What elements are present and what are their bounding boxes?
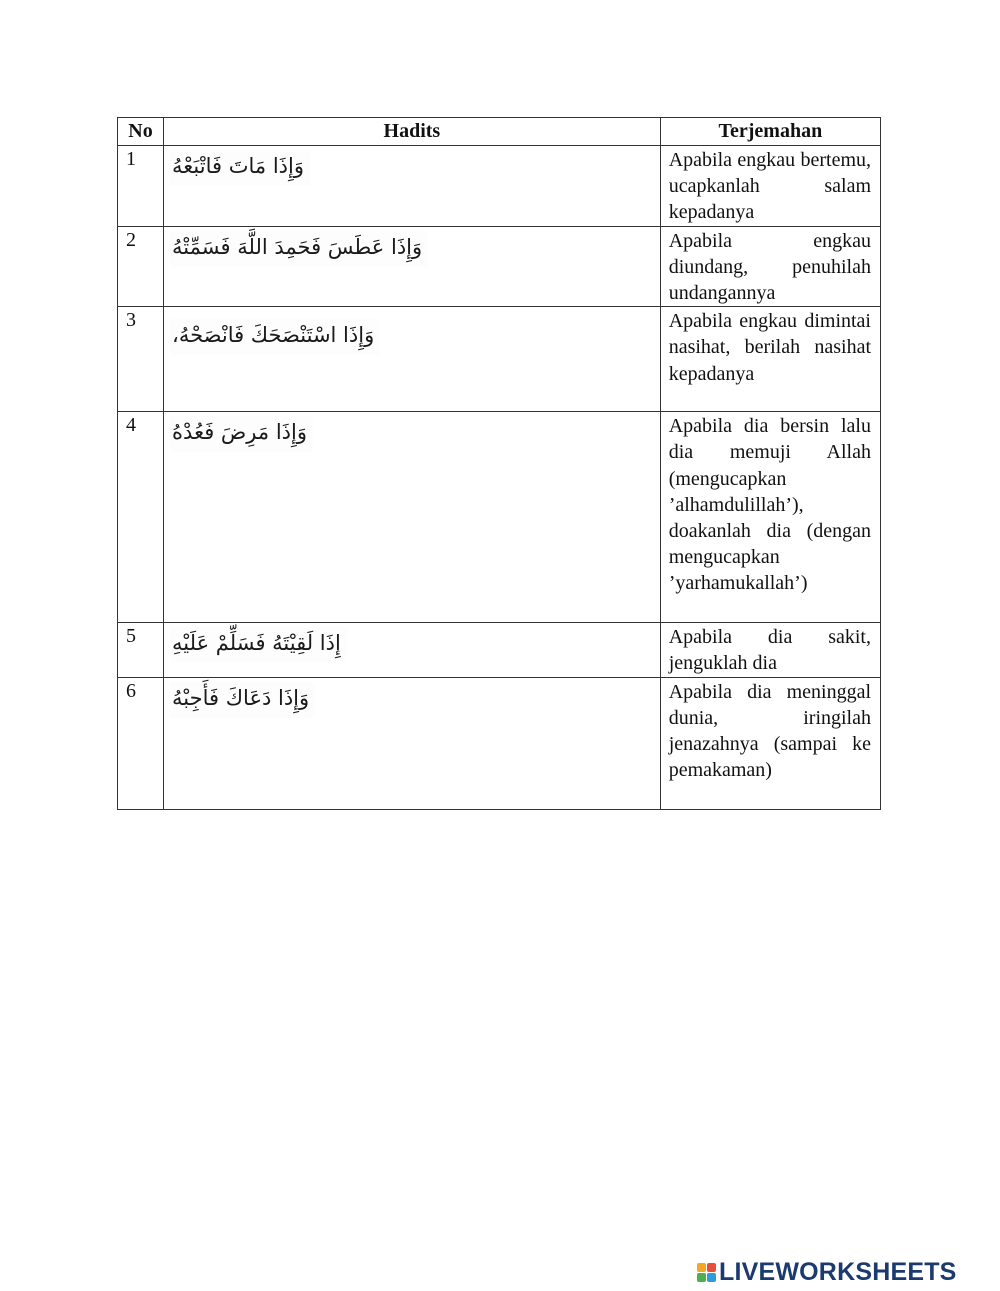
row-number: 4: [118, 412, 164, 623]
terjemahan-cell: Apabila dia bersin lalu dia memuji Allah (mengucapkan ’alhamdulillah’), doakanlah dia (dengan mengucapkan ’yarhamukallah’): [660, 412, 880, 623]
table-row: [118, 307, 881, 412]
terjemahan-cell: Apabila engkau bertemu, ucapkanlah salam kepadanya: [660, 146, 880, 227]
hadits-cell: [164, 226, 661, 307]
header-hadits: Hadits: [164, 118, 661, 146]
table-header-row: [118, 118, 881, 146]
header-terjemahan: Terjemahan: [660, 118, 880, 146]
table-row: [118, 226, 881, 307]
hadits-cell: [164, 623, 661, 677]
hadits-cell: [164, 146, 661, 227]
brand-name: LIVEWORKSHEETS: [719, 1258, 957, 1286]
row-number: 2: [118, 226, 164, 307]
table-row: [118, 677, 881, 809]
table-row: [118, 146, 881, 227]
liveworksheets-logo-icon: [697, 1263, 716, 1282]
hadits-cell: [164, 677, 661, 809]
terjemahan-cell: Apabila dia meninggal dunia, iringilah jenazahnya (sampai ke pemakaman): [660, 677, 880, 809]
hadits-arabic-text: وَإِذَا مَاتَ فَاتْبَعْهُ: [170, 150, 310, 186]
hadits-arabic-text: وَإِذَا اسْتَنْصَحَكَ فَانْصَحْهُ،: [170, 319, 380, 355]
table-row: [118, 412, 881, 623]
row-number: 5: [118, 623, 164, 677]
terjemahan-cell: Apabila dia sakit, jenguklah dia: [660, 623, 880, 677]
row-number: 3: [118, 307, 164, 412]
header-no: No: [118, 118, 164, 146]
row-number: 1: [118, 146, 164, 227]
row-number: 6: [118, 677, 164, 809]
liveworksheets-branding: [697, 1258, 957, 1286]
hadits-table: [117, 117, 881, 810]
terjemahan-cell: Apabila engkau diundang, penuhilah undangannya: [660, 226, 880, 307]
hadits-arabic-text: وَإِذَا دَعَاكَ فَأَجِبْهُ: [170, 682, 315, 718]
hadits-cell: [164, 412, 661, 623]
hadits-arabic-text: إِذَا لَقِيْتَهُ فَسَلِّمْ عَلَيْهِ: [170, 627, 347, 663]
table-row: [118, 623, 881, 677]
hadits-cell: [164, 307, 661, 412]
hadits-arabic-text: وَإِذَا عَطَسَ فَحَمِدَ اللَّهَ فَسَمِّتْهُ: [170, 231, 428, 267]
terjemahan-cell: Apabila engkau dimintai nasihat, berilah nasihat kepadanya: [660, 307, 880, 412]
hadits-arabic-text: وَإِذَا مَرِضَ فَعُدْهُ: [170, 416, 313, 452]
